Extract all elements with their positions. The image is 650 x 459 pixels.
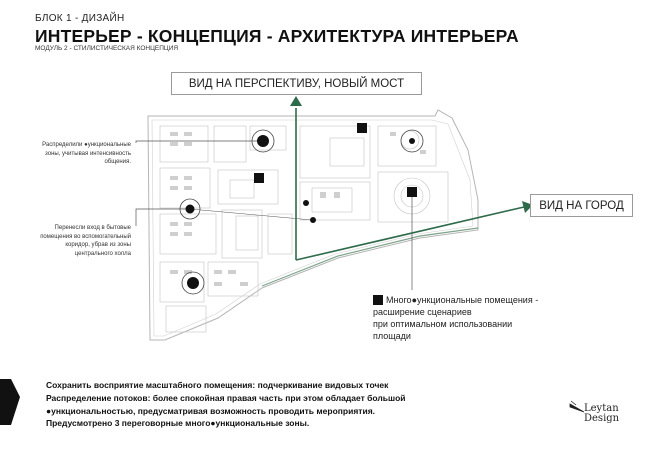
summary-line-3: ●ункциональностью, предусматривая возможность проводить мероприятия. (46, 405, 376, 416)
side-tab (0, 379, 20, 425)
page-title: ИНТЕРЬЕР - КОНЦЕПЦИЯ - АРХИТЕКТУРА ИНТЕРЬЕРА (35, 26, 519, 46)
note-zones: Распределили ●ункциональные зоны, учитывая интенсивность общения. (42, 142, 131, 165)
zone-marker-3 (182, 272, 204, 294)
view-arrowhead-perspective (290, 96, 302, 106)
note-entrance: Перенесли вход в бытовые помещения во вспомогательный коридор, убрав из зоны центрального холла (40, 225, 131, 257)
entrance-dot-2 (310, 217, 316, 223)
block-label: БЛОК 1 - ДИЗАЙН (35, 13, 125, 24)
multifunction-square-1 (357, 123, 367, 133)
summary-line-2: Распределение потоков: более спокойная правая часть при этом обладает большой (46, 392, 406, 403)
facade-glazing (262, 228, 478, 286)
legend-multifunction: Много●ункциональные помещения - (386, 295, 539, 305)
logo-icon (570, 401, 584, 412)
page-subtitle: МОДУЛЬ 2 - СТИЛИСТИЧЕСКАЯ КОНЦЕПЦИЯ (35, 45, 179, 52)
summary-text (46, 379, 406, 430)
summary-line-4: Предусмотрено 3 переговорные много●ункциональные зоны. (46, 418, 310, 429)
furniture (170, 132, 426, 286)
entrance-dot-1 (303, 200, 309, 206)
legend-square (373, 295, 383, 305)
multifunction-square-3 (407, 187, 417, 197)
view-label-city: ВИД НА ГОРОД (530, 194, 633, 217)
view-arrow-city (296, 207, 524, 260)
view-label-perspective: ВИД НА ПЕРСПЕКТИВУ, НОВЫЙ МОСТ (171, 72, 422, 95)
leader-zones (136, 141, 262, 143)
legend-multifunction-cont: расширение сценариев при оптимальном использовании площади (373, 307, 513, 341)
multifunction-square-2 (254, 173, 264, 183)
logo: Leytan Design (584, 403, 620, 424)
leader-entrance-dot (190, 209, 312, 220)
summary-line-1: Сохранить восприятие масштабного помещения: подчеркивание видовых точек (46, 380, 389, 390)
leader-entrance (136, 209, 190, 226)
